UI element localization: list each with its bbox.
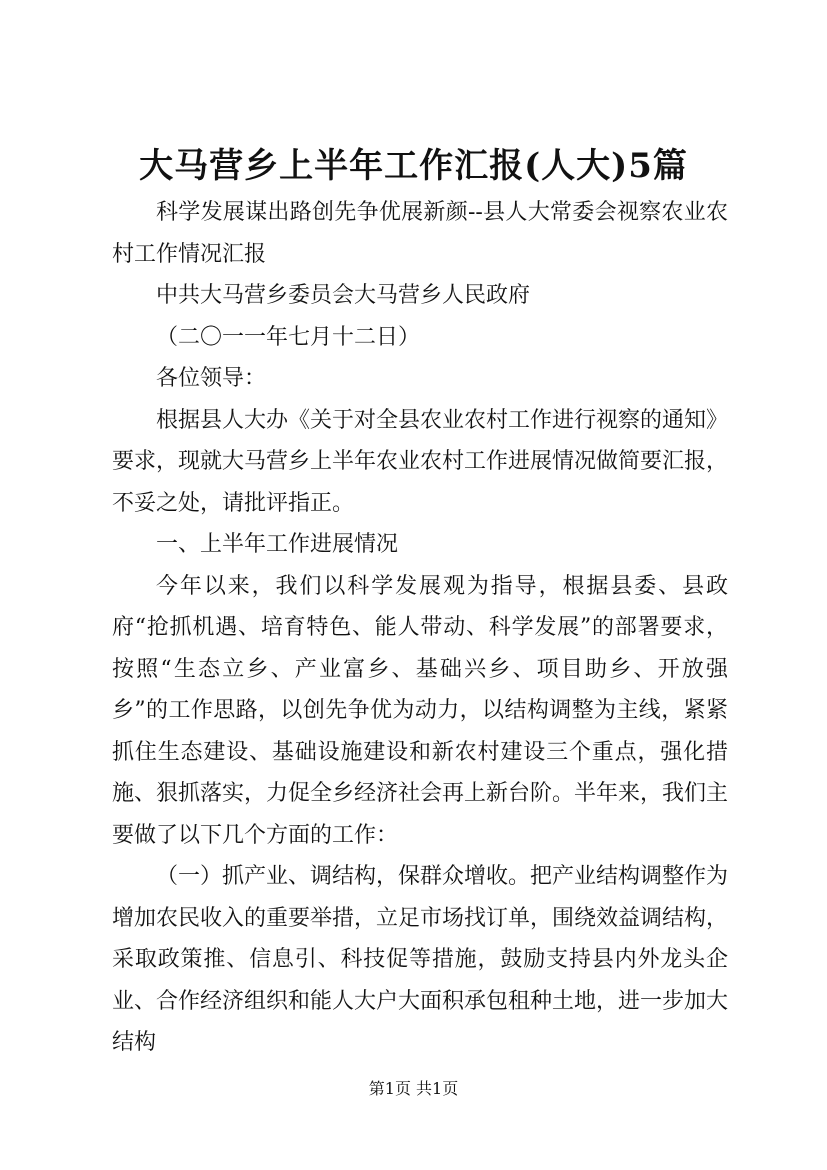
- paragraph-subsection-1: （一）抓产业、调结构，保群众增收。把产业结构调整作为增加农民收入的重要举措，立足市场找订单，围绕效益调结构，采取政策推、信息引、科技促等措施，鼓励支持县内外龙头企业、合作经济组织和能人大户大面积承包租种土地，进一步加大结构: [112, 864, 729, 1055]
- document-title: 大马营乡上半年工作汇报(人大)5篇: [139, 146, 688, 186]
- paragraph-issuer: 中共大马营乡委员会大马营乡人民政府: [156, 283, 531, 308]
- paragraph-intro: 根据县人大办《关于对全县农业农村工作进行视察的通知》要求，现就大马营乡上半年农业农村工作进展情况做简要汇报，不妥之处，请批评指正。: [112, 407, 729, 516]
- document-body: [112, 192, 728, 1064]
- paragraph-salutation: 各位领导：: [156, 366, 267, 391]
- paragraph-overview: 今年以来，我们以科学发展观为指导，根据县委、县政府“抢抓机遇、培育特色、能人带动、科学发展”的部署要求，按照“生态立乡、产业富乡、基础兴乡、项目助乡、开放强乡”的工作思路，以创先争优为动力，以结构调整为主线，紧紧抓住生态建设、基础设施建设和新农村建设三个重点，强化措施、狠抓落实，力促全乡经济社会再上新台阶。半年来，我们主要做了以下几个方面的工作：: [112, 573, 729, 848]
- page-footer: 第1页 共1页: [368, 1079, 459, 1098]
- paragraph-date: （二〇一一年七月十二日）: [156, 324, 421, 350]
- section-heading-1: 一、上半年工作进展情况: [156, 532, 399, 557]
- paragraph-subtitle: 科学发展谋出路创先争优展新颜--县人大常委会视察农业农村工作情况汇报: [112, 200, 728, 267]
